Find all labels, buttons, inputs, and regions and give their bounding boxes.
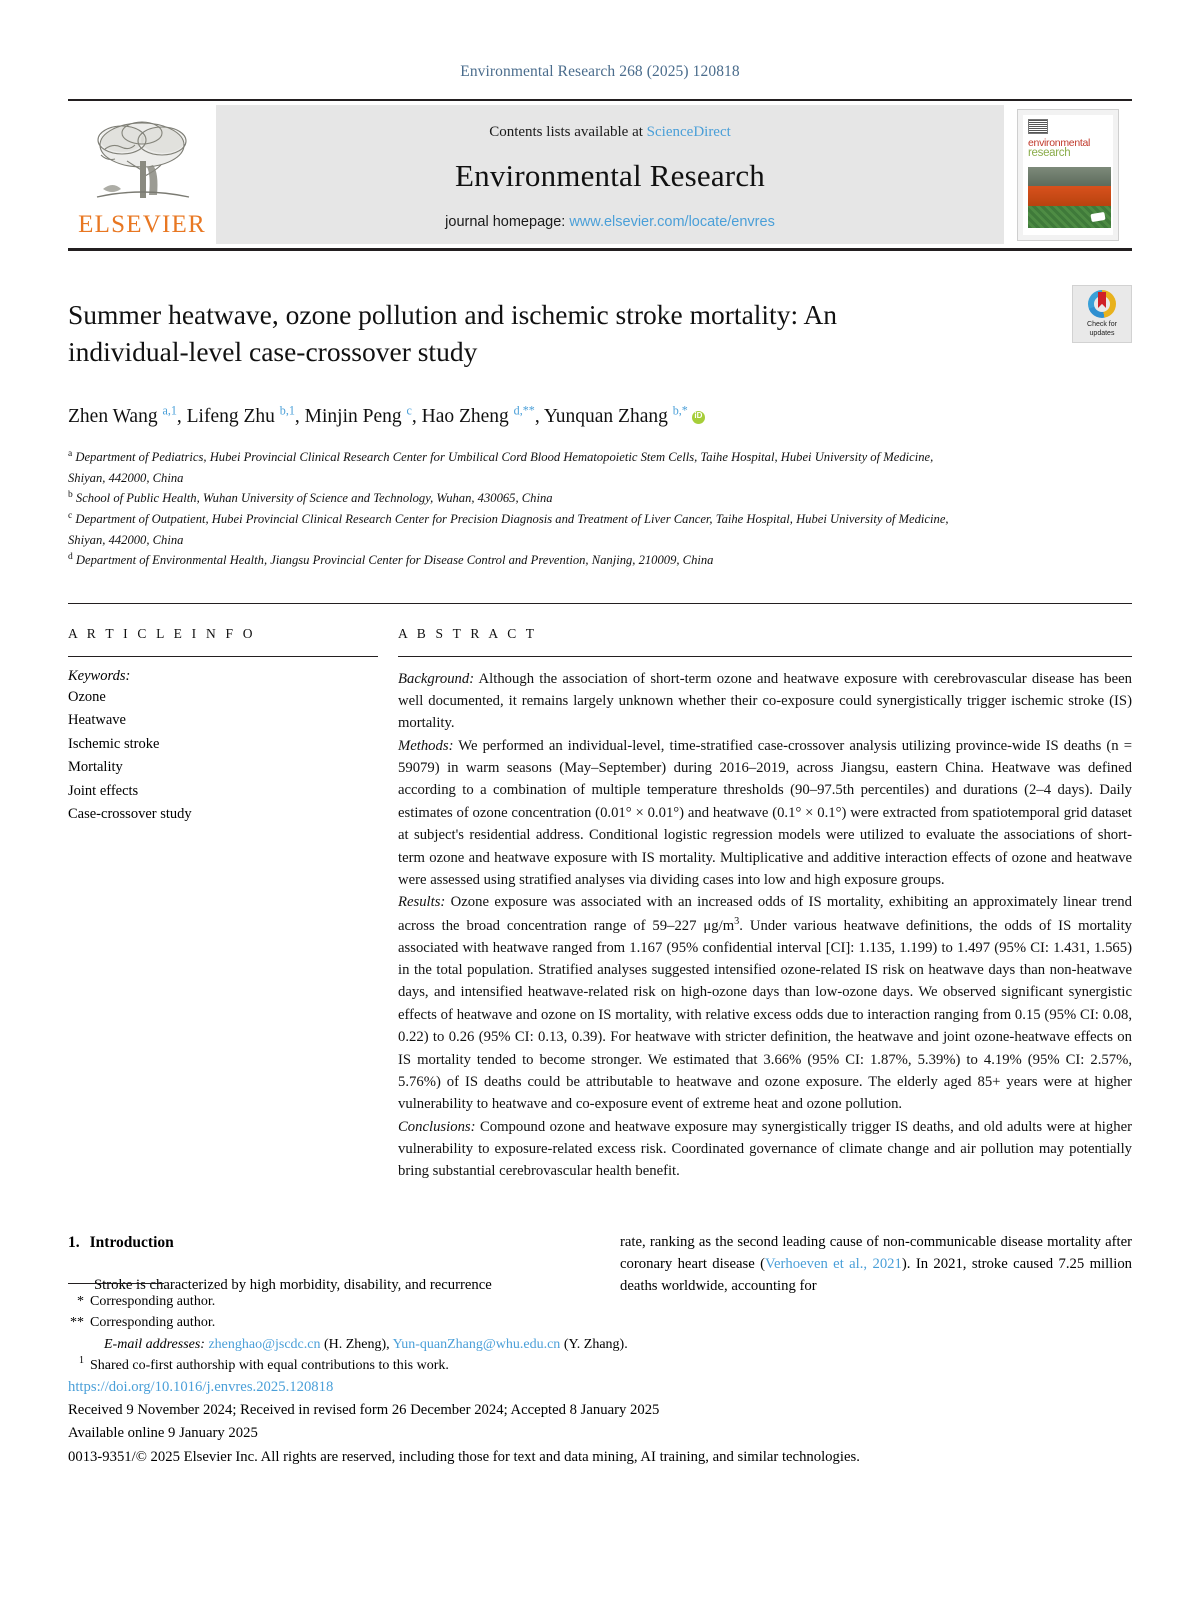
abstract-text-methods-2: × 0.01 (631, 804, 674, 821)
footnote-text: Shared co-first authorship with equal contributions to this work. (90, 1357, 449, 1373)
affiliation-mark: d (68, 552, 73, 563)
abstract-text-methods-3: ) and heatwave (0.1 (679, 804, 796, 821)
body-right-text-2: ). In 2021, stroke caused 7.25 million deaths worldwide, accounting for (620, 1255, 1133, 1294)
body-paragraph-left: Stroke is characterized by high morbidity, disability, and recurrence (94, 1276, 492, 1293)
abstract-text-conclusions: Compound ozone and heatwave exposure may synergistically trigger IS deaths, and old adults were at higher vulnerability to exposure-related excess risk. Coordinated governance of climate change and air pollution may potentially bring substantial cerebrovascular health benefit. (398, 1118, 1132, 1180)
footnote-block (68, 1283, 1132, 1376)
keyword-item: Mortality (68, 759, 123, 776)
divider (68, 656, 378, 657)
abstract-heading: A B S T R A C T (398, 625, 538, 641)
footnote-shared-authorship (68, 1355, 1132, 1376)
footnote-rule (68, 1283, 164, 1284)
abstract-results-superscript: 3 (734, 915, 740, 927)
crossmark-label (1087, 321, 1117, 339)
orcid-icon[interactable] (692, 411, 705, 424)
running-head: Environmental Research 268 (2025) 120818 (460, 63, 740, 80)
affiliation-list (68, 447, 968, 571)
affiliation-mark: b (68, 490, 73, 501)
contents-available-line (489, 124, 731, 141)
keyword-item: Ozone (68, 688, 106, 705)
journal-homepage-line (445, 214, 775, 230)
keyword-item: Case-crossover study (68, 806, 192, 823)
article-info-column (68, 626, 398, 1183)
abstract-column (398, 626, 1132, 1183)
divider (398, 656, 1132, 657)
journal-homepage-link[interactable]: www.elsevier.com/locate/envres (569, 213, 775, 230)
section-title-text: Introduction (89, 1233, 174, 1251)
elsevier-logo (68, 101, 216, 248)
abstract-paragraph-conclusions (398, 1116, 1132, 1183)
footnote-text: Corresponding author. (90, 1315, 216, 1331)
affiliation-text: Department of Environmental Health, Jiangsu Provincial Center for Disease Control and Prevention, Nanjing, 210009, China (75, 553, 714, 568)
received-dates: Received 9 November 2024; Received in revised form 26 December 2024; Accepted 8 January 2025 (68, 1402, 660, 1419)
title-block (68, 297, 1132, 370)
abstract-text-results-1: Ozone exposure was associated with an increased odds of IS mortality, exhibiting an approximately linear trend across the broad concentration range of 59–227 μg/m (398, 894, 1132, 934)
abstract-paragraph-methods: Methods: We performed an individual-level, time-stratified case-crossover analysis utilizing province-wide IS deaths (n = 59079) in warm seasons (May–September) during 2016–2019, across Jiangsu, eastern China. Heatwave was defined according to a combination of multiple temperature thresholds (90–97.5th percentiles) and durations (2–4 days). Daily estimates of ozone concentration (0.01° × 0.01°) and heatwave (0.1° × 0.1°) were extracted from spatiotemporal grid dataset at subject's residential address. Conditional logistic regression models were utilized to evaluate the associations of short-term ozone and heatwave exposure with IS mortality. Multiplicative and additive interaction effects of ozone and heatwave were assessed using stratified analyses via dividing cases into low and high exposure groups. (398, 737, 1132, 888)
homepage-prefix: journal homepage: (445, 213, 566, 230)
email-link-zhang[interactable]: Yun-quanZhang@whu.edu.cn (392, 1336, 561, 1352)
cover-artwork (1028, 167, 1111, 229)
abstract-label-results: Results: (398, 894, 446, 911)
abstract-label-background: Background: (398, 670, 475, 687)
crossmark-label-line1: Check for (1087, 321, 1117, 328)
cover-title-line2: research (1028, 146, 1071, 159)
info-abstract-section (68, 603, 1132, 1183)
affiliation-item (68, 509, 968, 550)
masthead-center-panel (216, 105, 1004, 244)
page-title: Summer heatwave, ozone pollution and ischemic stroke mortality: An individual-level case-crossover study (68, 299, 838, 367)
footnote-mark-one: 1 (79, 1354, 84, 1366)
email-label: E-mail addresses: (104, 1336, 205, 1352)
cover-plane-icon (1090, 211, 1105, 221)
footnote-email-addresses (68, 1334, 1132, 1355)
email-owner-zheng: (H. Zheng), (323, 1336, 390, 1352)
affiliation-item (68, 550, 968, 571)
abstract-text-methods-4: × 0.1 (801, 804, 836, 821)
section-heading-introduction (68, 1231, 580, 1254)
journal-name: Environmental Research (455, 157, 765, 193)
author-list (68, 402, 1132, 430)
abstract-text-background: Although the association of short-term ozone and heatwave exposure with cerebrovascular disease has been well documented, it remains largely unknown whether their co-exposure could synergistically trigger ischemic stroke (IS) mortality. (398, 670, 1132, 732)
footnote-mark-star: * (77, 1294, 84, 1309)
journal-masthead (68, 99, 1132, 251)
crossmark-badge[interactable] (1072, 285, 1132, 343)
section-number: 1. (68, 1233, 80, 1251)
cover-elsevier-mark-icon (1028, 119, 1048, 134)
footnote-corresponding-author-1 (68, 1291, 1132, 1312)
abstract-paragraph-background (398, 668, 1132, 735)
email-owner-zhang: (Y. Zhang). (563, 1336, 628, 1352)
crossmark-ring-icon (1088, 290, 1116, 318)
abstract-label-conclusions: Conclusions: (398, 1118, 476, 1135)
affiliation-text: Department of Outpatient, Hubei Provincial Clinical Research Center for Precision Diagnosis and Treatment of Liver Cancer, Taihe Hospital, Hubei University of Medicine, Shiyan, 442000, China (68, 512, 949, 547)
keyword-item: Ischemic stroke (68, 735, 160, 752)
footnote-corresponding-author-2 (68, 1312, 1132, 1333)
keyword-item: Heatwave (68, 712, 126, 729)
keyword-item: Joint effects (68, 782, 139, 799)
crossmark-label-line2: updates (1089, 329, 1115, 337)
elsevier-tree-icon (87, 115, 197, 210)
contents-prefix: Contents lists available at (489, 123, 643, 140)
doi-link[interactable]: https://doi.org/10.1016/j.envres.2025.120818 (68, 1379, 334, 1395)
abstract-body (398, 668, 1132, 1183)
affiliation-item (68, 447, 968, 488)
email-link-zheng[interactable]: zhenghao@jscdc.cn (208, 1336, 321, 1352)
cover-title-line1: environmental (1028, 136, 1091, 149)
affiliation-item (68, 488, 968, 509)
footnote-text: Corresponding author. (90, 1294, 216, 1309)
keywords-label: Keywords: (68, 667, 131, 684)
abstract-text-methods-5: ) were extracted from spatiotemporal grid dataset at subject's residential address. Conditional logistic regression models were utilized to evaluate the associations of short-term ozone and heatwave exposure with IS mortality. Multiplicative and additive interaction effects of ozone and heatwave were assessed using stratified analyses via dividing cases into low and high exposure groups. (398, 804, 1132, 888)
footnote-mark-doublestar: ** (70, 1315, 84, 1331)
body-right-text-1: rate, ranking as the second leading cause of non-communicable disease mortality after coronary heart disease ( (620, 1233, 1132, 1272)
affiliation-text: Department of Pediatrics, Hubei Provincial Clinical Research Center for Umbilical Cord Blood Hematopoietic Stem Cells, Taihe Hospital, Hubei University of Medicine, Shiyan, 442000, China (68, 450, 934, 485)
article-info-heading: A R T I C L E I N F O (68, 625, 256, 641)
affiliation-text: School of Public Health, Wuhan University of Science and Technology, Wuhan, 430065, China (75, 491, 553, 506)
journal-cover-thumbnail (1017, 109, 1119, 241)
affiliation-mark: a (68, 448, 73, 459)
abstract-label-methods: Methods: (398, 737, 454, 754)
elsevier-wordmark: ELSEVIER (78, 210, 206, 238)
journal-cover-thumbnail-wrap (1004, 101, 1132, 248)
abstract-paragraph-results (398, 891, 1132, 1115)
publication-info-block (68, 1376, 1132, 1469)
abstract-text-results-2: . Under various heatwave definitions, the odds of IS mortality associated with heatwave ranged from 1.167 (95% confidential interval [CI]: 1.135, 1.199) to 1.497 (95% CI: 1.431, 1.565) in the total population. Stratified analyses suggested intensified ozone-related IS risk on heatwave days than non-heatwave days, and intensified heatwave-related risk on high-ozone days than low-ozone days. We observed significant synergistic effects of heatwave and ozone on IS mortality, with relative excess odds due to interaction ranging from 0.15 (95% CI: 0.08, 0.22) to 0.26 (95% CI: 0.13, 0.39). For heatwave with stricter definition, the heatwave and joint ozone-heatwave effects on IS mortality tended to become stronger. We estimated that 3.66% (95% CI: 1.87%, 5.39%) to 4.19% (95% CI: 2.57%, 5.76%) of IS deaths could be attributable to heatwave and ozone exposure. The elderly aged 85+ years were at higher vulnerability to heatwave and co-exposure event of extreme heat and ozone pollution. (398, 917, 1133, 1113)
crossmark-flag-icon (1098, 292, 1106, 308)
author-names: Zhen Wang $^{a,1}$, Lifeng Zhu $^{b,1}$, Minjin Peng $^c$, Hao Zheng $^{d,**}$, Yunquan Zhang $^{b,*}$ (68, 403, 688, 427)
abstract-text-methods-1: We performed an individual-level, time-stratified case-crossover analysis utilizing province-wide IS deaths (n = 59079) in warm seasons (May–September) during 2016–2019, across Jiangsu, eastern China. Heatwave was defined according to a combination of multiple temperature thresholds (90–97.5th percentiles) and durations (2–4 days). Daily estimates of ozone concentration (0.01 (398, 737, 1132, 821)
copyright-notice: 0013-9351/© 2025 Elsevier Inc. All rights are reserved, including those for text and data mining, AI training, and similar technologies. (68, 1448, 860, 1465)
sciencedirect-link[interactable]: ScienceDirect (646, 123, 731, 140)
affiliation-mark: c (68, 510, 73, 521)
available-online-date: Available online 9 January 2025 (68, 1425, 258, 1442)
citation-link[interactable]: Verhoeven et al., 2021 (765, 1255, 902, 1272)
